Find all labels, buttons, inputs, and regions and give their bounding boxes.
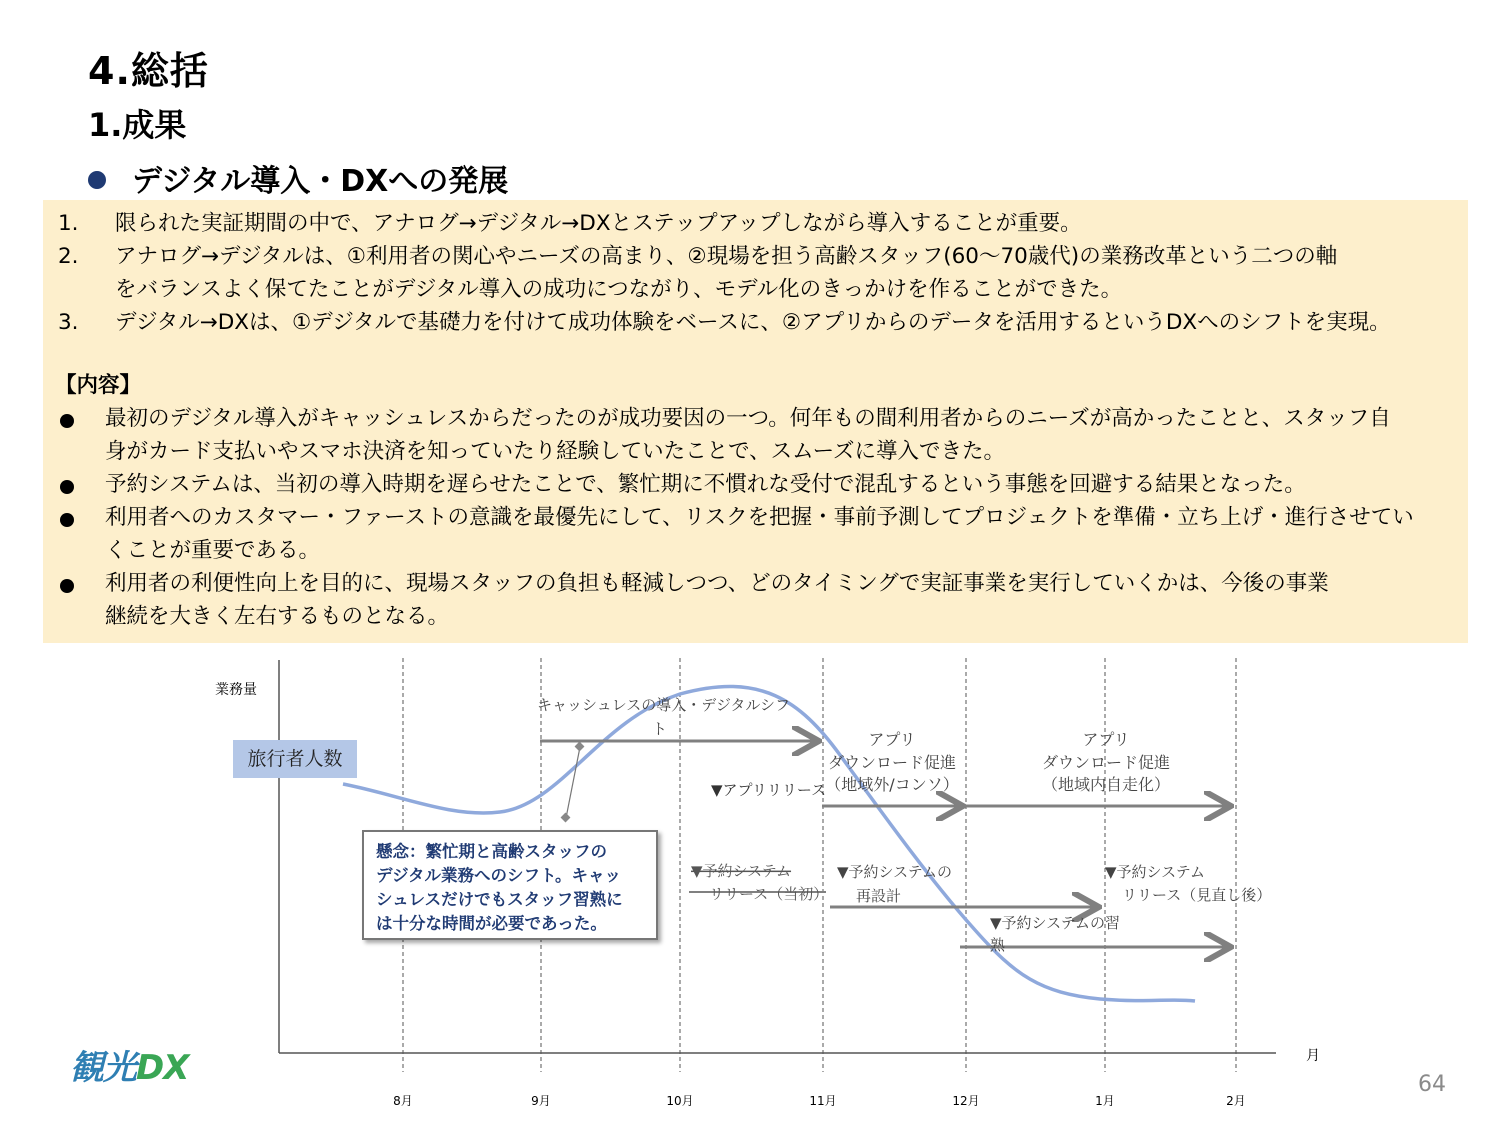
- label-reservation-release: ▼予約システム: [1105, 863, 1206, 881]
- callout-line: 懸念：繁忙期と高齢スタッフの: [376, 842, 607, 861]
- label-reservation-initial-2: リリース（当初）: [709, 885, 829, 903]
- label-cashless-2: ト: [652, 720, 668, 738]
- content-heading: 【内容】: [55, 373, 142, 398]
- summary-line: 限られた実証期間の中で、アナログ→デジタル→DXとステップアップしながら導入することが重要。: [115, 211, 1082, 236]
- page-number: 64: [1418, 1072, 1446, 1097]
- label-app-release: ▼アプリリリース: [711, 781, 827, 799]
- content-line: 利用者へのカスタマー・ファーストの意識を最優先にして、リスクを把握・事前予測してプロジェクトを準備・立ち上げ・進行させてい: [105, 505, 1414, 530]
- y-axis-label: 業務量: [215, 682, 257, 698]
- summary-line: デジタル→DXは、①デジタルで基礎力を付けて成功体験をベースに、②アプリからのデータを活用するというDXへのシフトを実現。: [115, 310, 1391, 335]
- label-app-2b: ダウンロード促進: [1041, 753, 1171, 772]
- label-reservation-redesign: ▼予約システムの: [837, 863, 953, 881]
- section-heading: [88, 156, 508, 200]
- series-label-travellers: 旅行者人数: [233, 740, 357, 778]
- logo: [70, 1040, 188, 1089]
- logo-text: 観光: [70, 1048, 136, 1088]
- x-tick-label: 9月: [531, 1094, 551, 1108]
- callout-connector: [566, 747, 580, 818]
- x-tick-label: 12月: [952, 1094, 980, 1108]
- bullet-icon: [60, 513, 74, 527]
- x-axis-label: 月: [1306, 1048, 1320, 1064]
- concern-callout: [362, 830, 658, 940]
- connector-diamond: [561, 813, 571, 823]
- label-app-1c: （地域外/コンソ）: [825, 775, 959, 794]
- bullet-icon: [60, 414, 74, 428]
- summary-num-2: 2.: [58, 244, 79, 269]
- bullet-icon: [60, 579, 74, 593]
- bullet-icon: [60, 480, 74, 494]
- page-title: 4.総括: [88, 49, 209, 93]
- content-line: くことが重要である。: [105, 538, 321, 563]
- label-reservation-initial: ▼予約システム: [691, 862, 792, 880]
- bullet-icon: [88, 171, 106, 189]
- content-line: 利用者の利便性向上を目的に、現場スタッフの負担も軽減しつつ、どのタイミングで実証事業を実行していくかは、今後の事業: [105, 571, 1329, 596]
- page-subtitle: 1.成果: [88, 106, 187, 144]
- label-reservation-redesign-2: 再設計: [856, 887, 902, 905]
- x-tick-label: 11月: [809, 1094, 837, 1108]
- label-reservation-release-2: リリース（見直し後）: [1122, 886, 1272, 904]
- connector-diamond: [575, 742, 585, 752]
- callout-line: は十分な時間が必要であった。: [376, 914, 607, 933]
- content-line: 身がカード支払いやスマホ決済を知っていたり経験していたことで、スムーズに導入できた。: [105, 439, 1005, 464]
- label-cashless: キャッシュレスの導入・デジタルシフ: [537, 696, 790, 714]
- label-app-1: アプリ: [868, 730, 916, 749]
- summary-line: をバランスよく保てたことがデジタル導入の成功につながり、モデル化のきっかけを作ることができた。: [115, 277, 1123, 302]
- callout-line: デジタル業務へのシフト。キャッ: [376, 866, 622, 885]
- x-tick-label: 1月: [1095, 1094, 1115, 1108]
- timeline-chart: [0, 648, 1500, 1125]
- label-app-2: アプリ: [1082, 730, 1130, 749]
- summary-num-1: 1.: [58, 211, 79, 236]
- summary-line: アナログ→デジタルは、①利用者の関心やニーズの高まり、②現場を担う高齢スタッフ(60～70歳代)の業務改革という二つの軸: [115, 244, 1338, 269]
- summary-num-3: 3.: [58, 310, 79, 335]
- month-tick-labels: [393, 1094, 1246, 1108]
- x-tick-label: 8月: [393, 1094, 413, 1108]
- label-app-2c: （地域内自走化）: [1041, 775, 1171, 794]
- x-tick-label: 10月: [666, 1094, 694, 1108]
- logo-text-dx: DX: [136, 1048, 189, 1088]
- label-reservation-mastery: ▼予約システムの習: [990, 914, 1121, 932]
- label-app-1b: ダウンロード促進: [827, 753, 957, 772]
- content-line: 最初のデジタル導入がキャッシュレスからだったのが成功要因の一つ。何年もの間利用者からのニーズが高かったことと、スタッフ自: [105, 406, 1391, 431]
- callout-line: シュレスだけでもスタッフ習熟に: [376, 890, 623, 909]
- content-line: 継続を大きく左右するものとなる。: [105, 604, 450, 629]
- summary-box: [43, 200, 1468, 643]
- content-line: 予約システムは、当初の導入時期を遅らせたことで、繁忙期に不慣れな受付で混乱するという事態を回避する結果となった。: [105, 472, 1306, 497]
- label-reservation-mastery-2: 熟: [990, 936, 1006, 954]
- section-heading-text: デジタル導入・DXへの発展: [132, 164, 509, 199]
- x-tick-label: 2月: [1226, 1094, 1246, 1108]
